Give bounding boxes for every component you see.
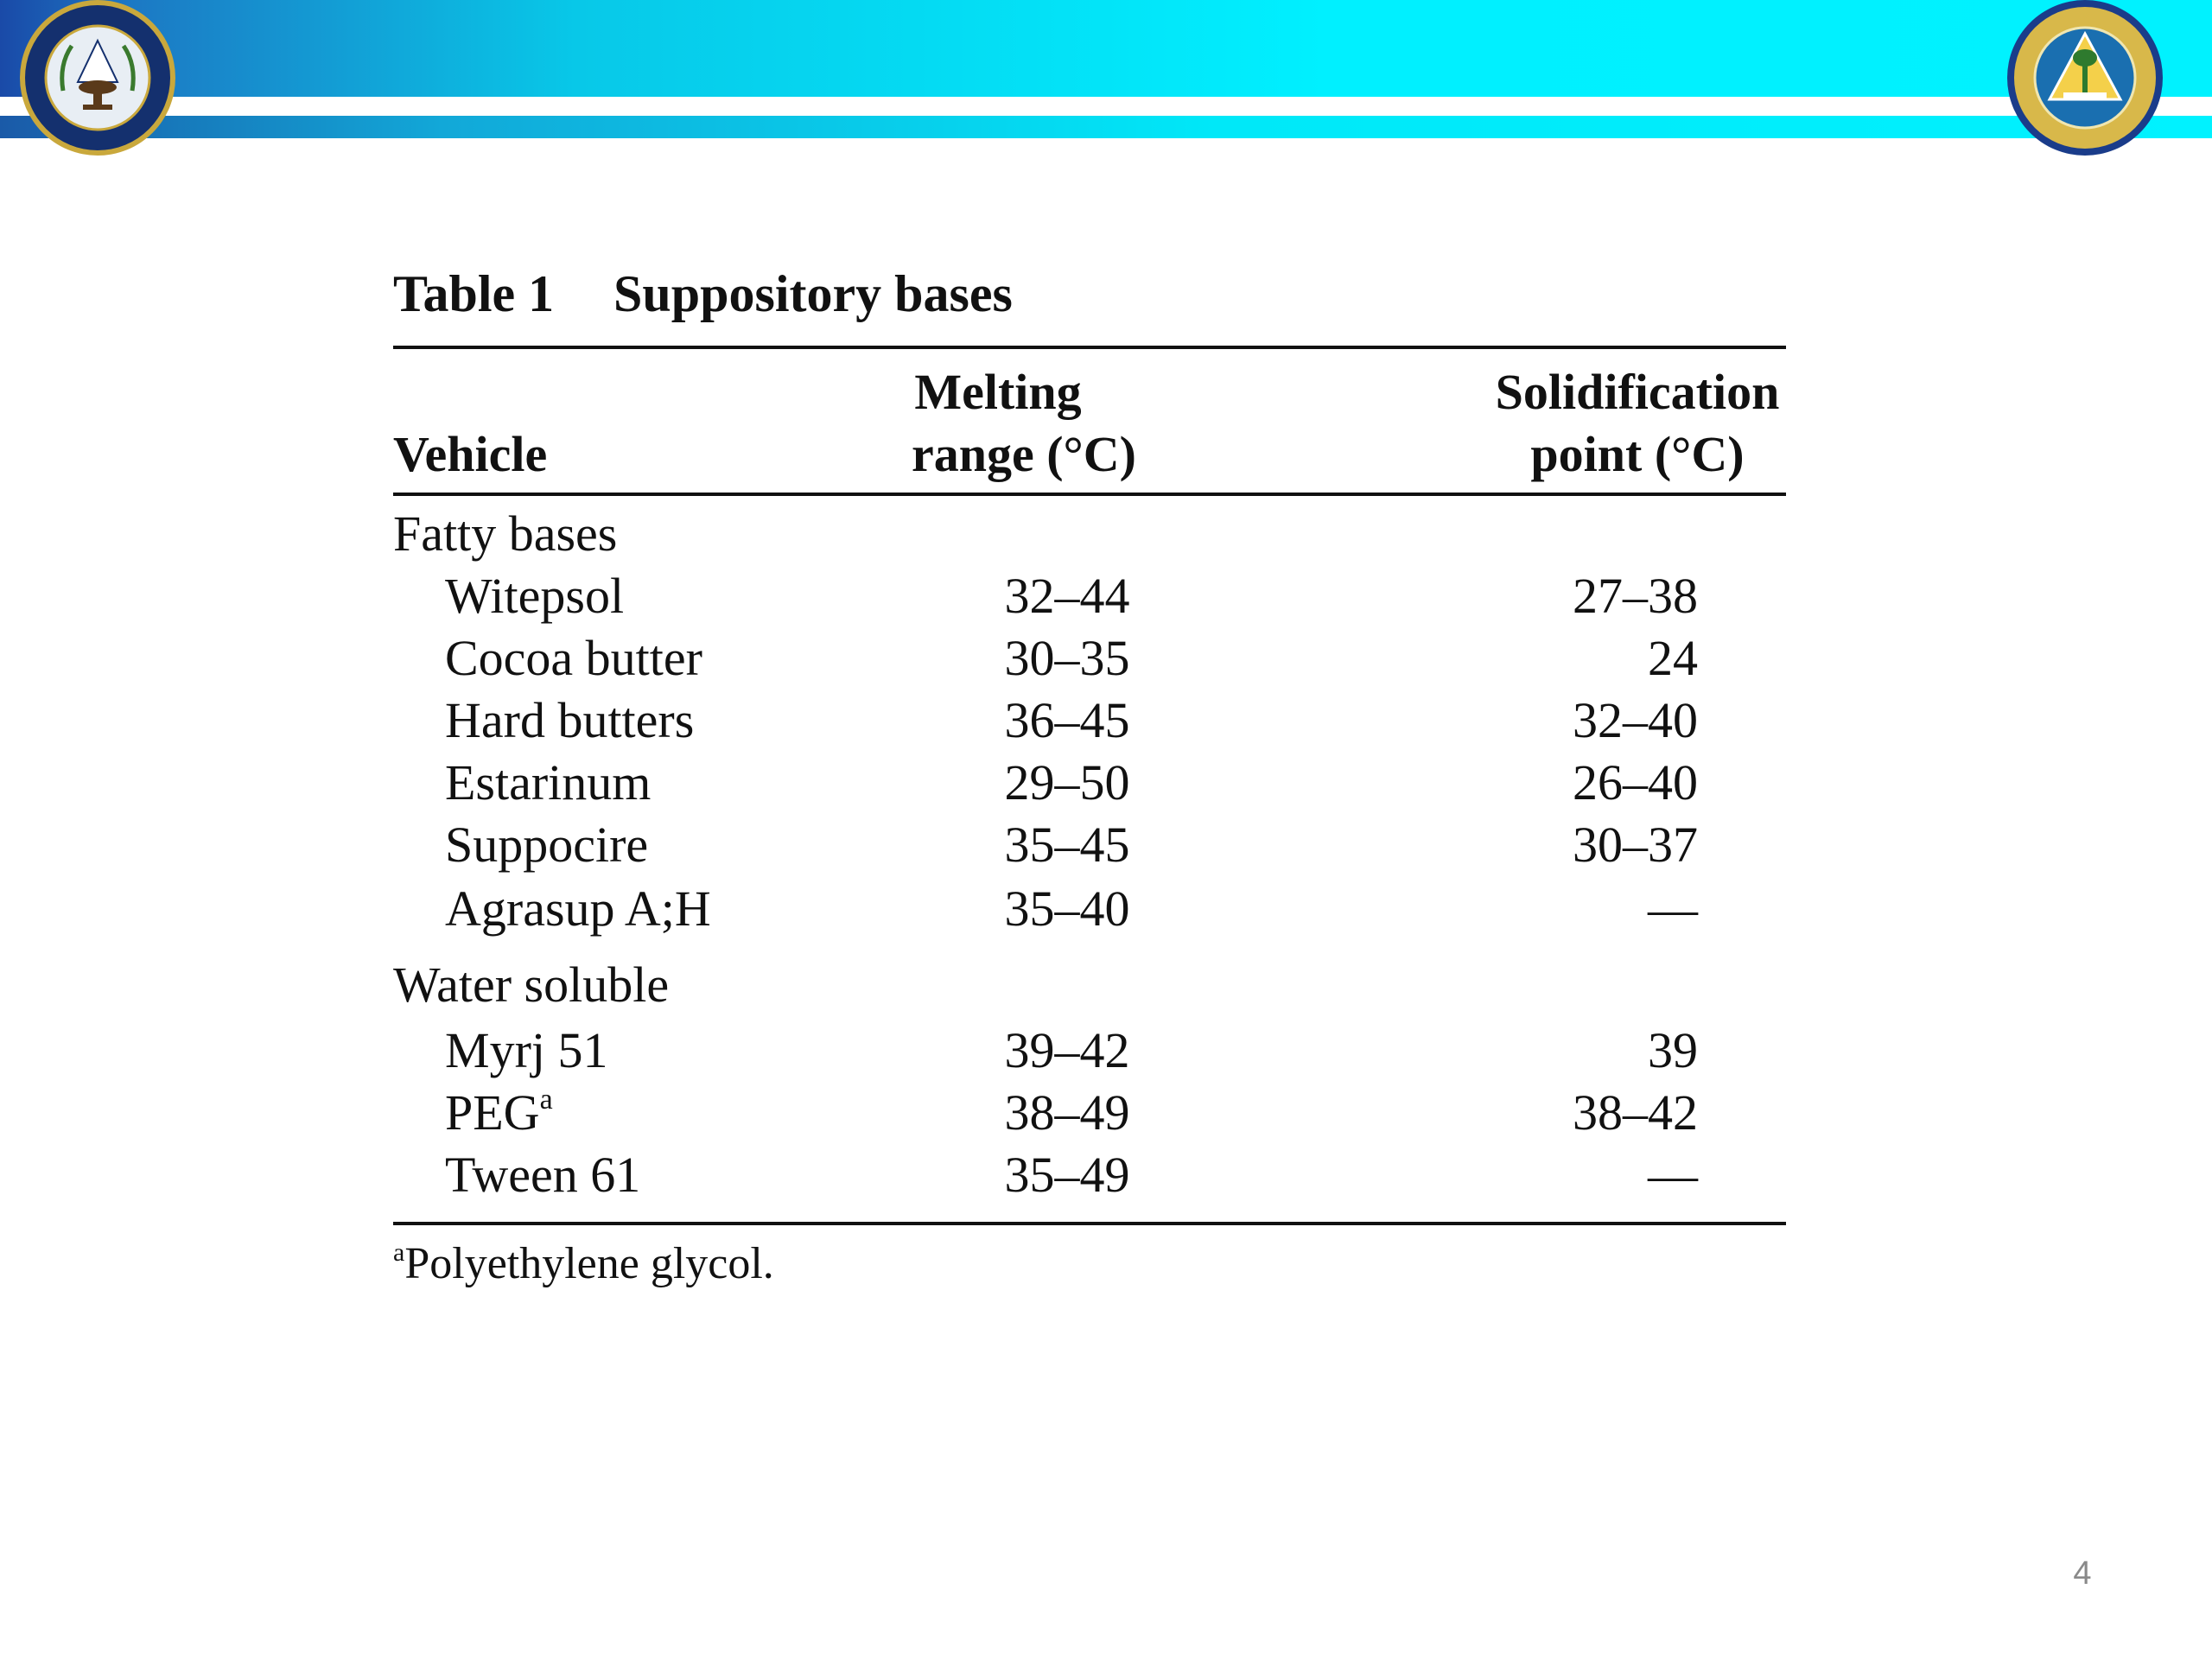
table-header — [393, 349, 1786, 493]
table-caption-label: Table 1 — [393, 265, 555, 322]
suppository-bases-table — [393, 259, 1786, 1294]
vehicle-cell: Agrasup A;H — [445, 880, 711, 937]
header-banner — [0, 0, 2212, 97]
table-bottom-rule — [393, 1222, 1786, 1225]
solid-cell: 27–38 — [1573, 568, 1698, 624]
melting-cell: 35–49 — [1004, 1147, 1130, 1203]
university-of-basrah-logo — [2003, 0, 2167, 160]
header-melting-line1: Melting — [914, 364, 1082, 420]
group-label: Fatty bases — [393, 505, 618, 562]
solid-cell: — — [1648, 1147, 1698, 1203]
vehicle-cell: Tween 61 — [445, 1147, 641, 1203]
solid-cell: — — [1648, 880, 1698, 937]
footnote-mark: a — [393, 1238, 405, 1267]
header-solid-line2: point (°C) — [1530, 426, 1745, 482]
vehicle-cell: Estarinum — [445, 754, 652, 810]
vehicle-cell: Suppocire — [445, 817, 649, 873]
melting-cell: 35–45 — [1004, 817, 1130, 873]
college-of-pharmacy-logo — [16, 0, 180, 160]
melting-cell: 38–49 — [1004, 1084, 1130, 1141]
melting-cell: 36–45 — [1004, 692, 1130, 748]
solid-cell: 24 — [1648, 630, 1698, 686]
group-row-fatty — [393, 503, 1786, 565]
header-solid-line1: Solidification — [1495, 364, 1780, 420]
page-number: 4 — [2073, 1555, 2092, 1592]
table-row — [393, 1082, 1786, 1144]
solid-cell: 38–42 — [1573, 1084, 1698, 1141]
melting-cell: 39–42 — [1004, 1022, 1130, 1078]
header-vehicle: Vehicle — [393, 426, 548, 482]
vehicle-cell: Witepsol — [445, 568, 625, 624]
table-row — [393, 565, 1786, 627]
table-row — [393, 878, 1786, 940]
vehicle-cell — [445, 1082, 553, 1144]
vehicle-cell: Hard butters — [445, 692, 695, 748]
melting-cell: 32–44 — [1004, 568, 1130, 624]
vehicle-cell: Myrj 51 — [445, 1022, 608, 1078]
table-footnote — [393, 1234, 1786, 1294]
footnote-marker: a — [539, 1084, 553, 1116]
group-row-water-soluble — [393, 954, 1786, 1016]
table-row — [393, 752, 1786, 814]
vehicle-name: PEG — [445, 1084, 540, 1141]
header-solidification-point — [1465, 361, 1810, 486]
header-melting-line2: range (°C) — [912, 426, 1136, 482]
solid-cell: 32–40 — [1573, 692, 1698, 748]
table-caption-title: Suppository bases — [613, 265, 1013, 322]
header-banner-gap — [0, 97, 2212, 116]
header-banner-stripe — [0, 116, 2212, 138]
melting-cell: 35–40 — [1004, 880, 1130, 937]
solid-cell: 26–40 — [1573, 754, 1698, 810]
solid-cell: 30–37 — [1573, 817, 1698, 873]
header-melting-range — [912, 361, 1136, 486]
table-caption — [393, 259, 1786, 346]
vehicle-cell: Cocoa butter — [445, 630, 702, 686]
group-label: Water soluble — [393, 957, 670, 1013]
solid-cell: 39 — [1648, 1022, 1698, 1078]
footnote-text: Polyethylene glycol. — [404, 1239, 774, 1288]
melting-cell: 29–50 — [1004, 754, 1130, 810]
table-row — [393, 1020, 1786, 1082]
melting-cell: 30–35 — [1004, 630, 1130, 686]
table-row — [393, 690, 1786, 752]
table-row — [393, 627, 1786, 690]
table-row — [393, 1144, 1786, 1206]
table-row — [393, 814, 1786, 876]
table-body — [393, 496, 1786, 1222]
